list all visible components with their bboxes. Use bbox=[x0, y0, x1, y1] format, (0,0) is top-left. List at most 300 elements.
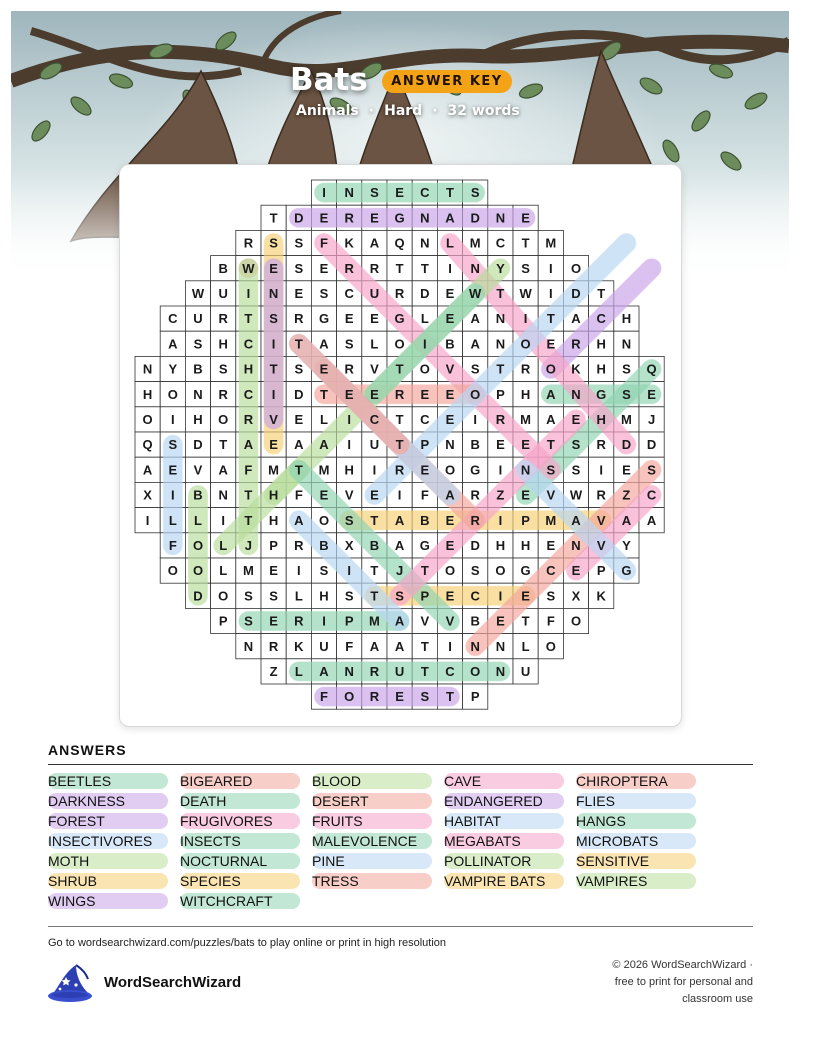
grid-letter: N bbox=[520, 462, 531, 478]
grid-letter: E bbox=[521, 588, 530, 604]
grid-letter: P bbox=[344, 613, 354, 629]
grid-letter: S bbox=[244, 588, 253, 604]
grid-letter: I bbox=[448, 638, 452, 654]
answer-word: ENDANGERED bbox=[444, 793, 543, 809]
answer-word: FOREST bbox=[48, 813, 105, 829]
grid-letter: V bbox=[344, 487, 354, 503]
grid-letter: I bbox=[322, 185, 326, 201]
puzzle-meta bbox=[296, 103, 520, 119]
grid-letter: D bbox=[193, 437, 203, 453]
grid-letter: D bbox=[193, 588, 203, 604]
grid-letter: G bbox=[394, 210, 405, 226]
grid-letter: T bbox=[446, 689, 454, 705]
answer-item bbox=[180, 893, 312, 909]
grid-letter: C bbox=[420, 412, 430, 427]
grid-letter: I bbox=[498, 462, 503, 478]
grid-letter: E bbox=[319, 260, 329, 276]
answer-item bbox=[576, 853, 708, 869]
grid-letter: N bbox=[495, 664, 506, 679]
answer-item bbox=[444, 873, 576, 889]
grid-letter: I bbox=[498, 512, 503, 528]
grid-letter: U bbox=[218, 286, 228, 301]
grid-letter: H bbox=[596, 336, 606, 352]
grid-letter: R bbox=[495, 412, 506, 427]
grid-letter: T bbox=[496, 286, 505, 301]
answer-item bbox=[444, 773, 576, 789]
grid-letter: T bbox=[597, 286, 606, 301]
answer-word: INSECTS bbox=[180, 833, 241, 849]
grid-letter: S bbox=[470, 361, 480, 377]
grid-letter: H bbox=[596, 412, 606, 427]
grid-letter: E bbox=[319, 210, 329, 226]
grid-letter: O bbox=[545, 638, 556, 654]
grid-letter: S bbox=[344, 336, 354, 352]
grid-letter: S bbox=[168, 437, 178, 453]
grid-letter: S bbox=[521, 260, 530, 276]
answer-word: PINE bbox=[312, 853, 345, 869]
grid-letter: R bbox=[520, 361, 531, 377]
grid-letter: U bbox=[193, 311, 203, 327]
grid-letter: E bbox=[294, 286, 304, 301]
grid-letter: P bbox=[470, 689, 480, 705]
grid-letter: E bbox=[294, 412, 304, 427]
grid-letter: A bbox=[394, 638, 405, 654]
meta-separator: · bbox=[432, 103, 438, 119]
grid-letter: I bbox=[347, 437, 352, 453]
grid-letter: B bbox=[319, 538, 329, 553]
grid-letter: L bbox=[219, 563, 228, 579]
grid-letter: M bbox=[242, 563, 254, 579]
grid-letter: L bbox=[320, 412, 328, 427]
grid-letter: N bbox=[268, 286, 279, 301]
answer-item bbox=[312, 773, 444, 789]
grid-letter: R bbox=[294, 613, 304, 629]
grid-letter: F bbox=[294, 487, 303, 503]
grid-letter: Z bbox=[269, 664, 278, 679]
answer-item bbox=[180, 853, 312, 869]
grid-letter: E bbox=[445, 412, 455, 427]
grid-letter: B bbox=[193, 487, 203, 503]
copyright-line: © 2026 WordSearchWizard · bbox=[612, 959, 753, 971]
grid-letter: P bbox=[420, 588, 430, 604]
grid-letter: G bbox=[520, 563, 531, 579]
grid-letter: S bbox=[647, 462, 656, 478]
word-count-label: 32 words bbox=[447, 103, 520, 119]
grid-letter: I bbox=[170, 487, 175, 503]
grid-letter: U bbox=[369, 437, 380, 453]
grid-letter: T bbox=[244, 311, 253, 327]
grid-letter: C bbox=[420, 185, 430, 201]
grid-letter: N bbox=[420, 210, 430, 226]
grid-letter: C bbox=[495, 235, 506, 251]
answer-word: MALEVOLENCE bbox=[312, 833, 418, 849]
grid-letter: Y bbox=[168, 361, 178, 377]
grid-letter: A bbox=[571, 512, 581, 528]
grid-letter: A bbox=[218, 462, 228, 478]
answer-word: BIGEARED bbox=[180, 773, 253, 789]
grid-letter: L bbox=[420, 311, 429, 327]
grid-letter: E bbox=[546, 336, 556, 352]
grid-letter: V bbox=[370, 361, 379, 377]
grid-letter: R bbox=[294, 311, 304, 327]
grid-letter: F bbox=[168, 538, 177, 553]
answer-item bbox=[180, 833, 312, 849]
grid-letter: A bbox=[546, 412, 556, 427]
grid-letter: C bbox=[344, 286, 354, 301]
grid-letter: D bbox=[420, 286, 430, 301]
grid-letter: I bbox=[448, 260, 452, 276]
grid-letter: F bbox=[320, 689, 328, 705]
grid-letter: L bbox=[219, 538, 228, 553]
grid-letter: O bbox=[520, 336, 531, 352]
grid-letter: M bbox=[520, 412, 532, 427]
answer-word: NOCTURNAL bbox=[180, 853, 268, 869]
grid-letter: R bbox=[394, 286, 405, 301]
grid-letter: M bbox=[545, 512, 557, 528]
grid-letter: E bbox=[168, 462, 178, 478]
grid-letter: V bbox=[596, 512, 606, 528]
grid-letter: J bbox=[244, 538, 253, 553]
answer-word: VAMPIRES bbox=[576, 873, 648, 889]
answer-item bbox=[444, 833, 576, 849]
grid-letter: W bbox=[569, 487, 583, 503]
grid-letter: B bbox=[218, 260, 228, 276]
grid-letter: E bbox=[571, 563, 581, 579]
grid-letter: P bbox=[218, 613, 228, 629]
grid-letter: N bbox=[495, 210, 506, 226]
grid-letter: A bbox=[646, 512, 657, 528]
grid-letter: H bbox=[621, 311, 632, 327]
grid-letter: H bbox=[142, 386, 153, 402]
grid-letter: T bbox=[269, 210, 278, 226]
answer-word: INSECTIVORES bbox=[48, 833, 153, 849]
answer-word: SENSITIVE bbox=[576, 853, 650, 869]
grid-letter: S bbox=[571, 462, 581, 478]
grid-letter: T bbox=[521, 613, 530, 629]
grid-letter: P bbox=[596, 563, 606, 579]
answer-word: DEATH bbox=[180, 793, 227, 809]
answer-item bbox=[48, 813, 180, 829]
grid-letter: B bbox=[193, 361, 203, 377]
answer-item bbox=[576, 773, 708, 789]
grid-letter: X bbox=[143, 487, 152, 503]
grid-letter: E bbox=[319, 361, 329, 377]
grid-letter: O bbox=[192, 538, 204, 553]
grid-letter: I bbox=[599, 462, 604, 478]
grid-letter: T bbox=[446, 185, 454, 201]
grid-letter: R bbox=[344, 260, 354, 276]
grid-letter: S bbox=[420, 689, 430, 705]
grid-letter: H bbox=[520, 538, 531, 553]
grid-letter: H bbox=[243, 361, 254, 377]
grid-letter: C bbox=[243, 386, 254, 402]
grid-letter: P bbox=[269, 538, 278, 553]
answer-key-badge: ANSWER KEY bbox=[382, 70, 512, 93]
answer-word: MEGABATS bbox=[444, 833, 521, 849]
answer-word: SHRUB bbox=[48, 873, 98, 889]
grid-letter: U bbox=[394, 664, 405, 679]
grid-letter: E bbox=[269, 260, 278, 276]
grid-letter: E bbox=[344, 386, 354, 402]
grid-letter: T bbox=[420, 664, 429, 679]
grid-letter: M bbox=[469, 235, 481, 251]
grid-letter: A bbox=[369, 638, 380, 654]
answer-item bbox=[576, 813, 708, 829]
grid-letter: I bbox=[422, 336, 427, 352]
grid-letter: F bbox=[345, 638, 354, 654]
grid-letter: C bbox=[243, 336, 254, 352]
answer-item bbox=[48, 793, 180, 809]
grid-letter: A bbox=[168, 336, 178, 352]
grid-letter: E bbox=[319, 487, 329, 503]
answer-item bbox=[180, 873, 312, 889]
grid-letter: S bbox=[269, 311, 278, 327]
grid-letter: E bbox=[445, 538, 455, 553]
grid-letter: M bbox=[268, 462, 280, 478]
grid-letter: E bbox=[269, 563, 278, 579]
grid-letter: D bbox=[646, 437, 657, 453]
grid-letter: G bbox=[419, 538, 430, 553]
grid-letter: N bbox=[571, 538, 581, 553]
grid-letter: A bbox=[369, 235, 380, 251]
answer-item bbox=[444, 813, 576, 829]
answer-item bbox=[48, 833, 180, 849]
grid-letter: A bbox=[319, 336, 329, 352]
grid-letter: V bbox=[596, 538, 606, 553]
brand-name: WordSearchWizard bbox=[104, 974, 242, 991]
grid-letter: I bbox=[498, 588, 503, 604]
grid-letter: S bbox=[244, 613, 253, 629]
answer-item bbox=[576, 833, 708, 849]
grid-letter: O bbox=[218, 412, 229, 427]
answer-word: FRUGIVORES bbox=[180, 813, 273, 829]
grid-letter: T bbox=[521, 235, 530, 251]
grid-letter: S bbox=[622, 386, 631, 402]
grid-letter: A bbox=[319, 664, 329, 679]
grid-letter: B bbox=[470, 437, 480, 453]
grid-letter: A bbox=[571, 311, 581, 327]
grid-letter: T bbox=[496, 361, 505, 377]
grid-letter: N bbox=[344, 664, 354, 679]
grid-letter: I bbox=[347, 412, 352, 427]
grid-letter: S bbox=[319, 563, 329, 579]
grid-letter: E bbox=[496, 437, 505, 453]
grid-letter: F bbox=[244, 462, 253, 478]
grid-letter: L bbox=[446, 235, 454, 251]
grid-letter: M bbox=[545, 235, 557, 251]
grid-letter: N bbox=[445, 437, 455, 453]
grid-letter: R bbox=[344, 361, 354, 377]
grid-letter: R bbox=[571, 336, 581, 352]
grid-letter: I bbox=[271, 386, 276, 402]
grid-letter: E bbox=[445, 386, 455, 402]
grid-letter: A bbox=[445, 210, 455, 226]
grid-letter: O bbox=[570, 260, 582, 276]
grid-letter: R bbox=[470, 487, 480, 503]
answer-word: FRUITS bbox=[312, 813, 363, 829]
puzzle-title: Bats bbox=[290, 62, 368, 98]
grid-letter: N bbox=[420, 235, 430, 251]
difficulty-label: Hard bbox=[384, 103, 423, 119]
grid-letter: E bbox=[420, 386, 430, 402]
answer-word: BLOOD bbox=[312, 773, 362, 789]
answer-word: FLIES bbox=[576, 793, 615, 809]
grid-letter: R bbox=[218, 386, 228, 402]
grid-letter: S bbox=[294, 361, 304, 377]
grid-letter: S bbox=[470, 185, 480, 201]
answer-word: TRESS bbox=[312, 873, 359, 889]
grid-letter: T bbox=[320, 386, 328, 402]
grid-letter: O bbox=[545, 361, 556, 377]
grid-letter: I bbox=[548, 286, 553, 301]
grid-letter: E bbox=[370, 210, 379, 226]
answer-word: DARKNESS bbox=[48, 793, 126, 809]
grid-letter: R bbox=[394, 386, 405, 402]
grid-letter: E bbox=[496, 613, 505, 629]
answers-divider bbox=[48, 764, 753, 765]
grid-letter: R bbox=[294, 538, 304, 553]
grid-letter: E bbox=[521, 437, 530, 453]
answer-item bbox=[312, 833, 444, 849]
grid-letter: E bbox=[344, 311, 354, 327]
grid-letter: O bbox=[470, 386, 481, 402]
grid-letter: T bbox=[420, 563, 429, 579]
grid-letter: T bbox=[244, 512, 253, 528]
grid-letter: A bbox=[142, 462, 153, 478]
grid-letter: N bbox=[142, 361, 153, 377]
answer-word: MICROBATS bbox=[576, 833, 659, 849]
grid-letter: Z bbox=[622, 487, 631, 503]
grid-letter: G bbox=[318, 311, 330, 327]
grid-letter: U bbox=[369, 286, 380, 301]
grid-letter: T bbox=[370, 563, 379, 579]
grid-letter: U bbox=[520, 664, 531, 679]
answer-item bbox=[48, 893, 180, 909]
grid-letter: N bbox=[571, 386, 581, 402]
grid-letter: T bbox=[546, 437, 555, 453]
grid-letter: A bbox=[394, 538, 405, 553]
grid-letter: K bbox=[571, 361, 581, 377]
grid-letter: J bbox=[647, 412, 656, 427]
grid-letter: X bbox=[344, 538, 354, 553]
grid-letter: O bbox=[167, 386, 178, 402]
grid-letter: T bbox=[370, 512, 379, 528]
grid-letter: O bbox=[218, 588, 229, 604]
footer-link-text[interactable]: Go to wordsearchwizard.com/puzzles/bats to play online or print in high resolution bbox=[48, 937, 447, 949]
answer-word: HANGS bbox=[576, 813, 626, 829]
grid-letter: E bbox=[622, 462, 631, 478]
grid-letter: V bbox=[420, 613, 430, 629]
grid-letter: I bbox=[322, 613, 326, 629]
grid-letter: S bbox=[294, 260, 304, 276]
grid-letter: E bbox=[420, 462, 430, 478]
grid-letter: W bbox=[242, 260, 255, 276]
grid-letter: F bbox=[320, 235, 328, 251]
grid-letter: Y bbox=[622, 538, 631, 553]
grid-letter: O bbox=[344, 689, 355, 705]
grid-letter: T bbox=[294, 462, 303, 478]
grid-letter: V bbox=[445, 613, 455, 629]
grid-letter: R bbox=[369, 260, 380, 276]
grid-letter: G bbox=[621, 563, 632, 579]
grid-letter: C bbox=[596, 311, 606, 327]
grid-letter: T bbox=[269, 361, 278, 377]
grid-letter: R bbox=[268, 638, 279, 654]
grid-letter: D bbox=[470, 210, 480, 226]
grid-letter: T bbox=[546, 311, 555, 327]
grid-letter: K bbox=[596, 588, 606, 604]
grid-letter: H bbox=[596, 361, 606, 377]
grid-letter: A bbox=[470, 311, 480, 327]
answer-word: CHIROPTERA bbox=[576, 773, 668, 789]
wizard-hat-icon bbox=[46, 963, 94, 1010]
grid-letter: N bbox=[470, 638, 480, 654]
grid-letter: I bbox=[347, 563, 352, 579]
grid-letter: I bbox=[145, 512, 150, 528]
answer-word: POLLINATOR bbox=[444, 853, 532, 869]
grid-letter: V bbox=[546, 487, 556, 503]
grid-letter: L bbox=[294, 588, 303, 604]
grid-letter: I bbox=[473, 412, 478, 427]
grid-letter: R bbox=[596, 487, 606, 503]
copyright-line: free to print for personal and bbox=[614, 976, 753, 988]
answer-word: WINGS bbox=[48, 893, 96, 909]
grid-letter: H bbox=[319, 588, 329, 604]
grid-letter: A bbox=[394, 613, 405, 629]
grid-letter: Q bbox=[142, 437, 153, 453]
grid-letter: T bbox=[294, 336, 303, 352]
answer-word: HABITAT bbox=[444, 813, 502, 829]
grid-letter: S bbox=[622, 361, 631, 377]
grid-letter: R bbox=[394, 462, 405, 478]
grid-letter: N bbox=[218, 487, 228, 503]
grid-letter: B bbox=[420, 512, 430, 528]
grid-letter: R bbox=[243, 412, 254, 427]
grid-letter: C bbox=[369, 412, 380, 427]
grid-letter: O bbox=[470, 664, 481, 679]
grid-letter: E bbox=[370, 386, 379, 402]
grid-letter: S bbox=[370, 185, 379, 201]
grid-letter: P bbox=[521, 512, 530, 528]
grid-letter: S bbox=[218, 361, 228, 377]
grid-letter: S bbox=[571, 437, 581, 453]
grid-letter: K bbox=[294, 638, 304, 654]
grid-letter: T bbox=[395, 260, 404, 276]
grid-letter: O bbox=[318, 512, 330, 528]
grid-letter: A bbox=[546, 386, 556, 402]
grid-letter: R bbox=[596, 437, 606, 453]
grid-letter: N bbox=[193, 386, 203, 402]
grid-letter: R bbox=[243, 235, 254, 251]
grid-letter: M bbox=[368, 613, 380, 629]
grid-letter: N bbox=[495, 311, 506, 327]
grid-letter: C bbox=[168, 311, 178, 327]
grid-letter: D bbox=[621, 437, 632, 453]
grid-letter: I bbox=[170, 412, 175, 427]
grid-letter: S bbox=[470, 563, 480, 579]
grid-letter: G bbox=[470, 462, 481, 478]
grid-letter: I bbox=[296, 563, 301, 579]
grid-letter: W bbox=[519, 286, 532, 301]
grid-letter: R bbox=[470, 512, 480, 528]
grid-letter: A bbox=[294, 512, 304, 528]
grid-letter: N bbox=[470, 260, 480, 276]
grid-letter: H bbox=[268, 512, 279, 528]
grid-letter: T bbox=[219, 437, 228, 453]
grid-letter: S bbox=[269, 588, 278, 604]
grid-letter: E bbox=[546, 538, 556, 553]
grid-letter: A bbox=[319, 437, 329, 453]
